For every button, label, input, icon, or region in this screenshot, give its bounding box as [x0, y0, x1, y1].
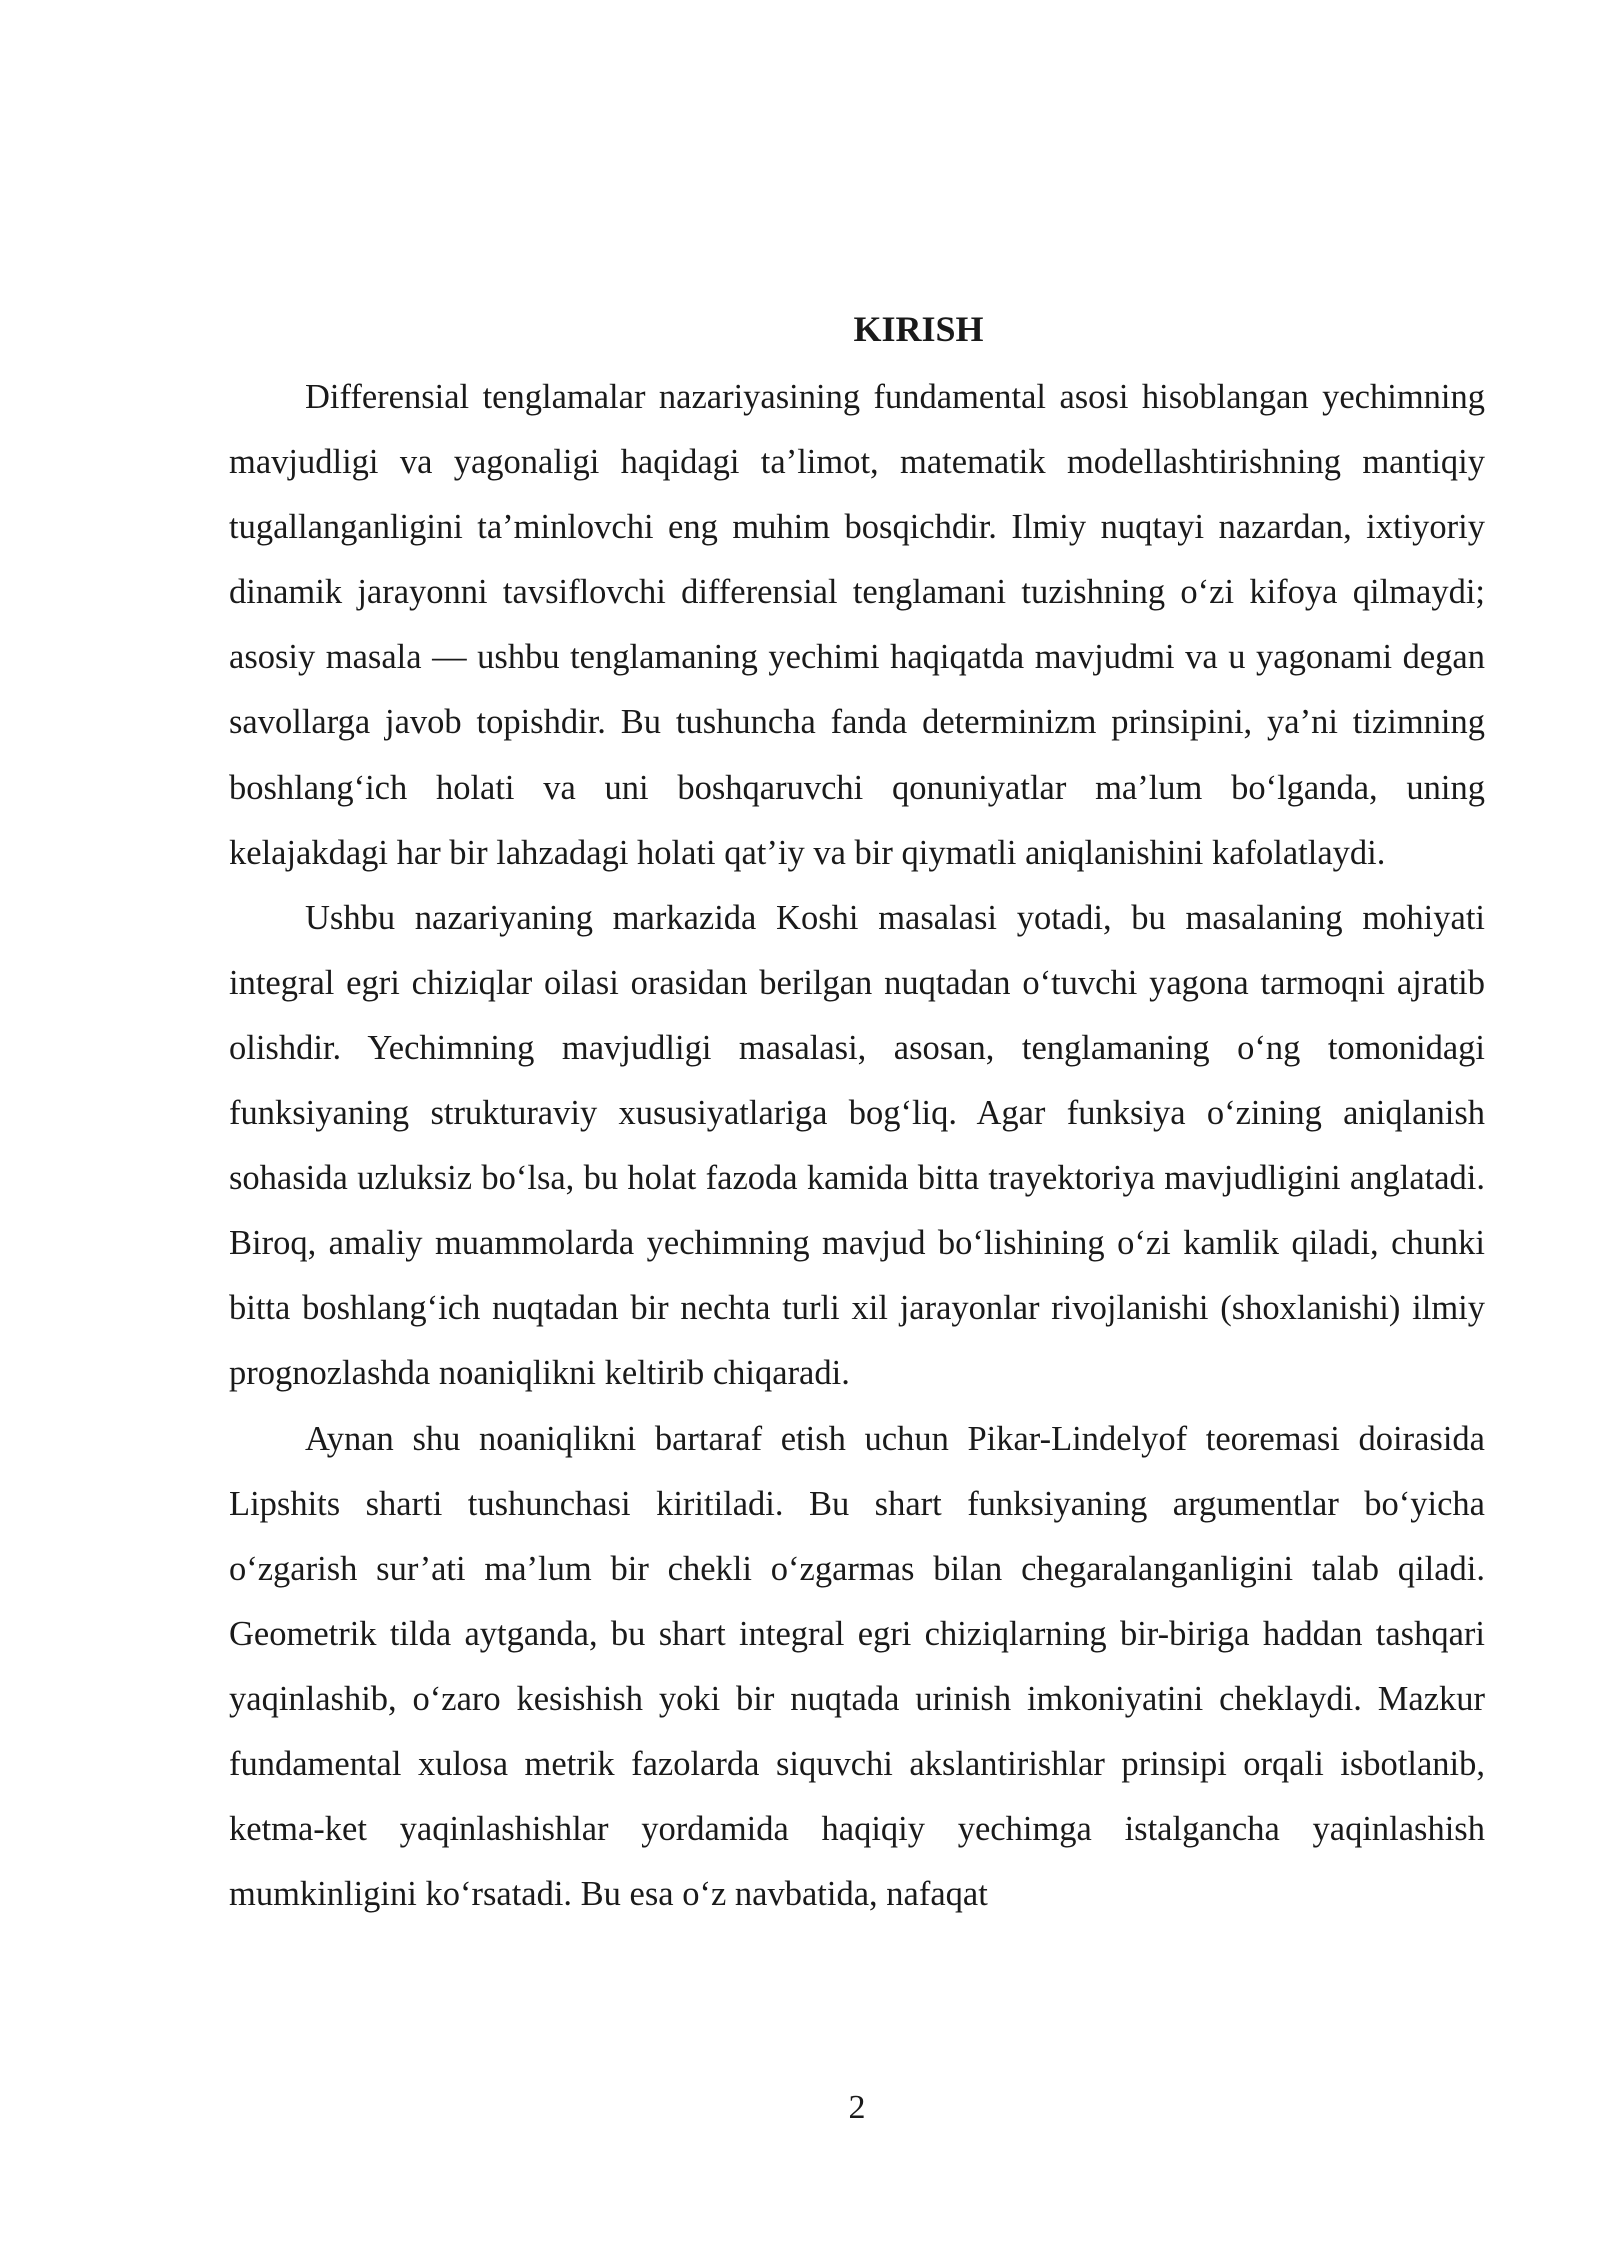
page-number: 2: [848, 2089, 866, 2126]
paragraph-3: Aynan shu noaniqlikni bartaraf etish uchun Pikar-Lindelyof teoremasi doirasida Lipshits sharti tushunchasi kiritiladi. Bu shart funksiyaning argumentlar bo‘yicha o‘zgarish sur’ati ma’lum bir chekli o‘zgarmas bilan chegaralanganligini talab qiladi. Geometrik tilda aytganda, bu shart integral egri chiziqlarning bir-biriga haddan tashqari yaqinlashib, o‘zaro kesishish yoki bir nuqtada urinish imkoniyatini cheklaydi. Mazkur fundamental xulosa metrik fazolarda siquvchi akslantirishlar prinsipi orqali isbotlanib, ketma-ket yaqinlashishlar yordamida haqiqiy yechimga istalgancha yaqinlashish mumkinligini ko‘rsatadi. Bu esa o‘z navbatida, nafaqat: [229, 1419, 1485, 1914]
section-heading: KIRISH: [853, 309, 984, 349]
document-page: [229, 300, 1485, 1927]
paragraph-2: Ushbu nazariyaning markazida Koshi masalasi yotadi, bu masalaning mohiyati integral egri chiziqlar oilasi orasidan berilgan nuqtadan o‘tuvchi yagona tarmoqni ajratib olishdir. Yechimning mavjudligi masalasi, asosan, tenglamaning o‘ng tomonidagi funksiyaning strukturaviy xususiyatlariga bog‘liq. Agar funksiya o‘zining aniqlanish sohasida uzluksiz bo‘lsa, bu holat fazoda kamida bitta trayektoriya mavjudligini anglatadi. Biroq, amaliy muammolarda yechimning mavjud bo‘lishining o‘zi kamlik qiladi, chunki bitta boshlang‘ich nuqtadan bir nechta turli xil jarayonlar rivojlanishi (shoxlanishi) ilmiy prognozlashda noaniqlikni keltirib chiqaradi.: [229, 898, 1485, 1393]
paragraph-1: Differensial tenglamalar nazariyasining fundamental asosi hisoblangan yechimning mavjudligi va yagonaligi haqidagi ta’limot, matematik modellashtirishning mantiqiy tugallanganligini ta’minlovchi eng muhim bosqichdir. Ilmiy nuqtayi nazardan, ixtiyoriy dinamik jarayonni tavsiflovchi differensial tenglamani tuzishning o‘zi kifoya qilmaydi; asosiy masala — ushbu tenglamaning yechimi haqiqatda mavjudmi va u yagonami degan savollarga javob topishdir. Bu tushuncha fanda determinizm prinsipini, ya’ni tizimning boshlang‘ich holati va uni boshqaruvchi qonuniyatlar ma’lum bo‘lganda, uning kelajakdagi har bir lahzadagi holati qat’iy va bir qiymatli aniqlanishini kafolatlaydi.: [229, 378, 1485, 872]
